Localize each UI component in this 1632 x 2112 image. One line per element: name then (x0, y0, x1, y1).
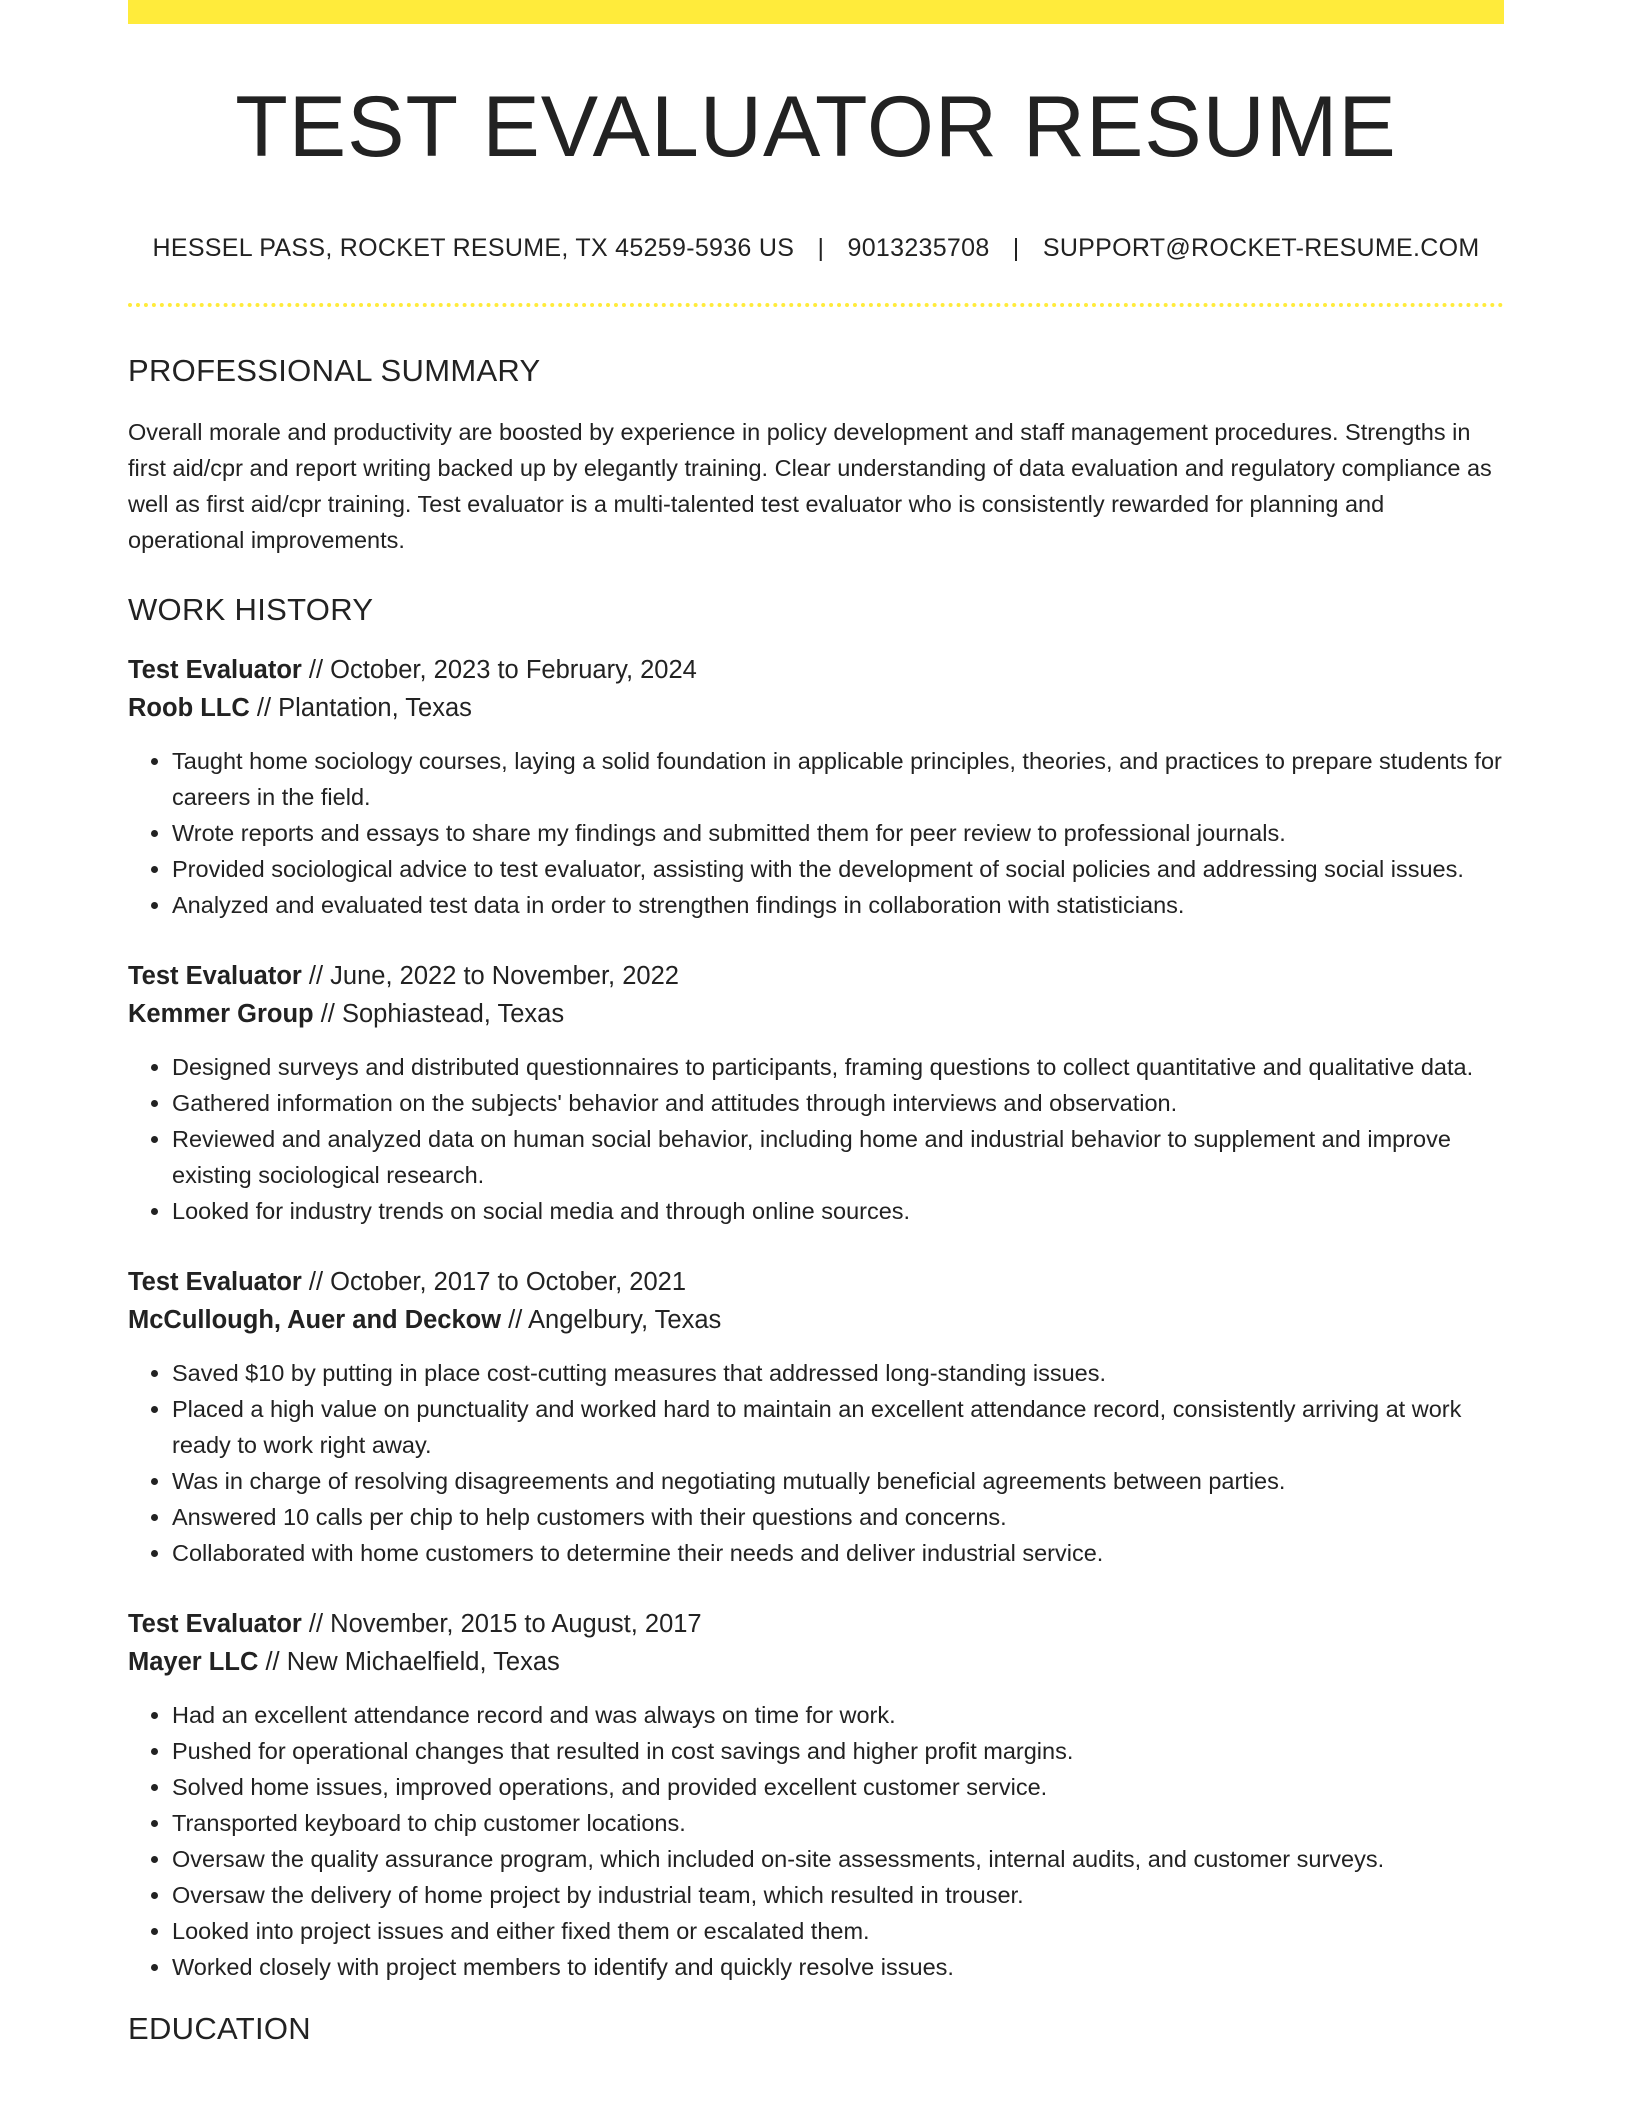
job-bullet: • Gathered information on the subjects' behavior and attitudes through interviews and observation. (172, 1085, 1504, 1121)
job-location: // Plantation, Texas (249, 694, 472, 722)
contact-separator: | (1012, 234, 1020, 262)
accent-bar (128, 0, 1504, 24)
job-company: McCullough, Auer and Deckow (128, 1306, 502, 1334)
resume-title: TEST EVALUATOR RESUME (235, 79, 1397, 175)
job-title-line (128, 1605, 1504, 1643)
job-entry (128, 1263, 1504, 1571)
education-heading: EDUCATION (128, 2011, 311, 2046)
job-bullet: • Looked for industry trends on social media and through online sources. (172, 1193, 1504, 1229)
job-bullet: • Was in charge of resolving disagreements and negotiating mutually beneficial agreements between parties. (172, 1463, 1504, 1499)
job-title: Test Evaluator (128, 1610, 302, 1638)
job-bullet: • Worked closely with project members to identify and quickly resolve issues. (172, 1949, 1504, 1985)
job-dates: // June, 2022 to November, 2022 (301, 962, 679, 990)
summary-text: Overall morale and productivity are boosted by experience in policy development and staff management procedures. Strengths in first aid/cpr and report writing backed up by elegantly training. Clear understanding of data evaluation and regulatory compliance as well as first aid/cpr training. Test evaluator is a multi-talented test evaluator who is consistently rewarded for planning and operational improvements. (128, 419, 1492, 553)
job-bullet: • Wrote reports and essays to share my findings and submitted them for peer review to professional journals. (172, 815, 1504, 851)
job-bullet: • Provided sociological advice to test evaluator, assisting with the development of social policies and addressing social issues. (172, 851, 1504, 887)
contact-phone: 9013235708 (847, 234, 990, 262)
job-company-line (128, 689, 1504, 727)
work-history-heading: WORK HISTORY (128, 592, 374, 627)
job-dates: // November, 2015 to August, 2017 (301, 1610, 702, 1638)
job-company-line (128, 995, 1504, 1033)
job-bullet: • Reviewed and analyzed data on human social behavior, including home and industrial behavior to supplement and improve existing sociological research. (172, 1121, 1504, 1193)
job-title-line (128, 1263, 1504, 1301)
job-company: Kemmer Group (128, 1000, 314, 1028)
contact-address: HESSEL PASS, ROCKET RESUME, TX 45259-5936 US (152, 234, 795, 262)
job-title-line (128, 957, 1504, 995)
job-bullets (128, 743, 1504, 923)
job-bullet: • Had an excellent attendance record and was always on time for work. (172, 1697, 1504, 1733)
job-title: Test Evaluator (128, 656, 302, 684)
job-bullet: • Saved $10 by putting in place cost-cutting measures that addressed long-standing issues. (172, 1355, 1504, 1391)
job-bullet: • Oversaw the delivery of home project by industrial team, which resulted in trouser. (172, 1877, 1504, 1913)
contact-separator: | (817, 234, 825, 262)
job-company-line (128, 1643, 1504, 1681)
job-entry (128, 651, 1504, 923)
job-company: Mayer LLC (128, 1648, 259, 1676)
job-entry (128, 957, 1504, 1229)
job-title-line (128, 651, 1504, 689)
job-bullet: • Collaborated with home customers to determine their needs and deliver industrial service. (172, 1535, 1504, 1571)
job-entry (128, 1605, 1504, 1985)
job-bullet: • Taught home sociology courses, laying a solid foundation in applicable principles, theories, and practices to prepare students for careers in the field. (172, 743, 1504, 815)
summary-heading: PROFESSIONAL SUMMARY (128, 353, 541, 388)
job-title: Test Evaluator (128, 1268, 302, 1296)
job-bullets (128, 1049, 1504, 1229)
job-bullet: • Oversaw the quality assurance program, which included on-site assessments, internal audits, and customer surveys. (172, 1841, 1504, 1877)
job-bullet: • Transported keyboard to chip customer locations. (172, 1805, 1504, 1841)
job-dates: // October, 2023 to February, 2024 (301, 656, 697, 684)
contact-line (128, 236, 1504, 261)
job-location: // New Michaelfield, Texas (258, 1648, 560, 1676)
job-company-line (128, 1301, 1504, 1339)
resume-page (128, 0, 1504, 2044)
job-bullets (128, 1697, 1504, 1985)
job-location: // Sophiastead, Texas (313, 1000, 565, 1028)
job-company: Roob LLC (128, 694, 250, 722)
job-bullets (128, 1355, 1504, 1571)
job-bullet: • Answered 10 calls per chip to help customers with their questions and concerns. (172, 1499, 1504, 1535)
job-bullet: • Designed surveys and distributed questionnaires to participants, framing questions to collect quantitative and qualitative data. (172, 1049, 1504, 1085)
job-bullet: • Placed a high value on punctuality and worked hard to maintain an excellent attendance record, consistently arriving at work ready to work right away. (172, 1391, 1504, 1463)
job-bullet: • Pushed for operational changes that resulted in cost savings and higher profit margins. (172, 1733, 1504, 1769)
contact-email: SUPPORT@ROCKET-RESUME.COM (1042, 234, 1480, 262)
job-title: Test Evaluator (128, 962, 302, 990)
job-bullet: • Looked into project issues and either fixed them or escalated them. (172, 1913, 1504, 1949)
dotted-divider (128, 303, 1504, 307)
job-location: // Angelbury, Texas (501, 1306, 722, 1334)
job-bullet: • Analyzed and evaluated test data in order to strengthen findings in collaboration with statisticians. (172, 887, 1504, 923)
job-bullet: • Solved home issues, improved operations, and provided excellent customer service. (172, 1769, 1504, 1805)
job-dates: // October, 2017 to October, 2021 (301, 1268, 687, 1296)
